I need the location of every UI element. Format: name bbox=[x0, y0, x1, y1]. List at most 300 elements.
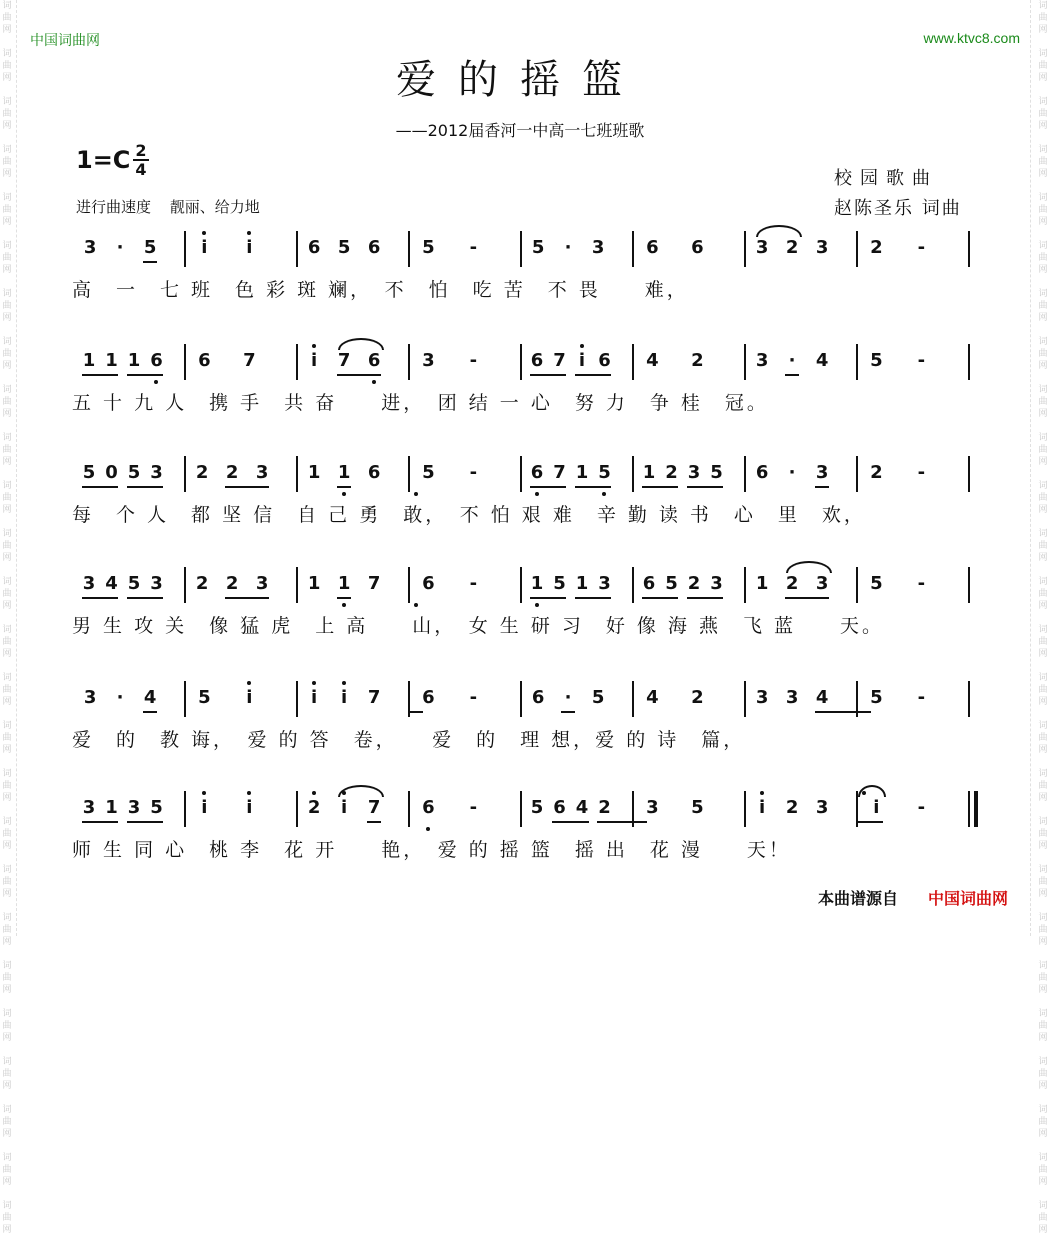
eighth-underline bbox=[575, 486, 612, 488]
side-watermark-gap bbox=[6, 228, 9, 240]
eighth-underline bbox=[642, 597, 679, 599]
side-watermark-gap bbox=[1042, 804, 1045, 816]
eighth-underline bbox=[597, 821, 647, 823]
key-label: 1=C bbox=[76, 146, 131, 174]
side-watermark-char: 网 bbox=[1038, 457, 1048, 467]
bar-line bbox=[856, 456, 858, 492]
jianpu-note: 1 bbox=[642, 462, 656, 483]
side-watermark-gap bbox=[1042, 948, 1045, 960]
jianpu-note: 1 bbox=[530, 573, 544, 594]
side-watermark-char: 词 bbox=[2, 481, 12, 491]
side-watermark-gap bbox=[6, 756, 9, 768]
side-watermark-char: 词 bbox=[2, 337, 12, 347]
side-watermark-gap bbox=[6, 660, 9, 672]
bar-line bbox=[408, 567, 410, 603]
side-watermark-gap bbox=[6, 564, 9, 576]
tempo-marking bbox=[76, 196, 260, 217]
jianpu-note: 1 bbox=[575, 462, 589, 483]
side-watermark-char: 词 bbox=[1038, 721, 1048, 731]
side-watermark-char: 曲 bbox=[1038, 109, 1048, 119]
side-watermark-char: 词 bbox=[2, 865, 12, 875]
lyric-line: 爱 的 教 诲， 爱 的 答 卷， 爱 的 理 想，爱 的 诗 篇， bbox=[72, 729, 746, 751]
side-watermark-gap bbox=[1042, 228, 1045, 240]
dash-extension: - bbox=[469, 350, 478, 371]
bar-line bbox=[632, 344, 634, 380]
eighth-underline bbox=[687, 597, 724, 599]
dash-extension: - bbox=[469, 573, 478, 594]
eighth-underline bbox=[82, 597, 119, 599]
side-watermark-char: 网 bbox=[1038, 697, 1048, 707]
tempo-speed: 进行曲速度 bbox=[76, 198, 152, 216]
side-watermark-char: 曲 bbox=[1038, 1021, 1048, 1031]
jianpu-note: 2 bbox=[691, 350, 704, 371]
jianpu-note: i bbox=[311, 687, 318, 708]
side-watermark-char: 词 bbox=[2, 49, 12, 59]
jianpu-note: 7 bbox=[367, 687, 381, 708]
eighth-underline bbox=[143, 261, 157, 263]
side-watermark-gap bbox=[1042, 1188, 1045, 1200]
jianpu-note: 2 bbox=[687, 573, 701, 594]
side-watermark-char: 曲 bbox=[2, 973, 12, 983]
jianpu-note: 5 bbox=[337, 237, 351, 258]
dash-extension: - bbox=[917, 797, 926, 818]
side-watermark-char: 词 bbox=[2, 769, 12, 779]
side-watermark-gap bbox=[6, 1140, 9, 1152]
side-watermark-char: 词 bbox=[1038, 1201, 1048, 1211]
eighth-underline bbox=[82, 821, 119, 823]
side-watermark-char: 词 bbox=[2, 1057, 12, 1067]
side-watermark-char: 网 bbox=[1038, 601, 1048, 611]
side-watermark-char: 词 bbox=[2, 529, 12, 539]
bar-line bbox=[520, 456, 522, 492]
time-signature-bottom: 4 bbox=[135, 160, 147, 179]
low-octave-dot bbox=[535, 492, 539, 496]
side-watermark-char: 网 bbox=[1038, 985, 1048, 995]
tempo-mood: 靓丽、给力地 bbox=[169, 198, 260, 216]
side-watermark-gap bbox=[6, 1188, 9, 1200]
side-watermark-char: 网 bbox=[2, 169, 12, 179]
eighth-underline bbox=[409, 711, 423, 713]
eighth-underline bbox=[785, 374, 799, 376]
high-octave-dot bbox=[580, 344, 584, 348]
bar-line bbox=[744, 791, 746, 827]
side-watermark-gap bbox=[1042, 1140, 1045, 1152]
jianpu-note: 5 bbox=[691, 797, 704, 818]
high-octave-dot bbox=[312, 681, 316, 685]
slur-arc bbox=[338, 338, 384, 350]
side-watermark-char: 网 bbox=[1038, 25, 1048, 35]
eighth-underline bbox=[575, 374, 612, 376]
side-watermark-gap bbox=[6, 420, 9, 432]
bar-line bbox=[744, 344, 746, 380]
side-watermark-char: 曲 bbox=[2, 1021, 12, 1031]
side-watermark-char: 曲 bbox=[1038, 1069, 1048, 1079]
jianpu-note: 1 bbox=[755, 573, 769, 594]
bar-line bbox=[184, 344, 186, 380]
low-octave-dot bbox=[372, 380, 376, 384]
side-watermark-gap bbox=[1042, 1236, 1045, 1248]
side-watermark-char: 曲 bbox=[2, 925, 12, 935]
side-watermark-char: 词 bbox=[1038, 673, 1048, 683]
low-octave-dot bbox=[414, 603, 418, 607]
eighth-underline bbox=[815, 711, 871, 713]
jianpu-note: 1 bbox=[307, 573, 321, 594]
jianpu-note: 4 bbox=[646, 687, 659, 708]
side-watermark-char: 词 bbox=[1038, 241, 1048, 251]
side-watermark-char: 词 bbox=[1038, 337, 1048, 347]
side-watermark-char: 曲 bbox=[1038, 253, 1048, 263]
bar-line bbox=[296, 567, 298, 603]
side-watermark-char: 网 bbox=[2, 1129, 12, 1139]
side-watermark-gap bbox=[1042, 612, 1045, 624]
jianpu-note: 7 bbox=[553, 462, 566, 483]
side-watermark-char: 网 bbox=[1038, 73, 1048, 83]
jianpu-note: 3 bbox=[255, 573, 269, 594]
bar-line bbox=[744, 456, 746, 492]
slur-arc bbox=[786, 561, 832, 573]
side-watermark-char: 词 bbox=[2, 145, 12, 155]
side-watermark-char: 词 bbox=[1038, 145, 1048, 155]
footer-source-label: 本曲谱源自 bbox=[818, 889, 899, 908]
jianpu-note: 3 bbox=[710, 573, 723, 594]
side-watermark-char: 曲 bbox=[1038, 781, 1048, 791]
side-watermark-char: 词 bbox=[1038, 1057, 1048, 1067]
side-watermark-gap bbox=[1042, 420, 1045, 432]
side-watermark-char: 词 bbox=[1038, 1105, 1048, 1115]
jianpu-note: i bbox=[201, 237, 208, 258]
low-octave-dot bbox=[602, 492, 606, 496]
jianpu-note: 2 bbox=[665, 462, 678, 483]
jianpu-note: 3 bbox=[255, 462, 269, 483]
side-watermark-gap bbox=[1042, 372, 1045, 384]
dotted-note-mark: · bbox=[564, 237, 572, 258]
jianpu-note: 5 bbox=[82, 462, 96, 483]
bar-line bbox=[744, 231, 746, 267]
jianpu-note: 5 bbox=[591, 687, 605, 708]
side-watermark-char: 词 bbox=[1038, 481, 1048, 491]
jianpu-note: 2 bbox=[225, 462, 239, 483]
side-watermark-char: 网 bbox=[2, 1081, 12, 1091]
footer-brand[interactable]: 中国词曲网 bbox=[928, 889, 1009, 908]
side-watermark-char: 网 bbox=[2, 553, 12, 563]
jianpu-note: 5 bbox=[530, 797, 544, 818]
jianpu-note: 2 bbox=[785, 573, 799, 594]
jianpu-note: 2 bbox=[307, 797, 321, 818]
jianpu-note: 5 bbox=[710, 462, 723, 483]
slur-arc bbox=[338, 785, 384, 797]
jianpu-note: 0 bbox=[105, 462, 118, 483]
side-watermark-char: 词 bbox=[1038, 913, 1048, 923]
jianpu-note: 6 bbox=[646, 237, 659, 258]
side-watermark-gap bbox=[6, 996, 9, 1008]
song-subtitle: ——2012届香河一中高一七班班歌 bbox=[395, 121, 645, 140]
jianpu-note: 3 bbox=[815, 237, 829, 258]
jianpu-note: 6 bbox=[642, 573, 656, 594]
jianpu-note: 6 bbox=[530, 350, 544, 371]
side-watermark-char: 曲 bbox=[2, 301, 12, 311]
jianpu-note: 6 bbox=[367, 237, 381, 258]
jianpu-note: 2 bbox=[785, 237, 799, 258]
watermark-site-name[interactable]: 中国词曲网 bbox=[30, 33, 100, 49]
side-watermark-char: 词 bbox=[2, 625, 12, 635]
side-watermark-gap bbox=[1042, 1092, 1045, 1104]
side-watermark-char: 词 bbox=[1038, 625, 1048, 635]
side-watermark-char: 网 bbox=[2, 217, 12, 227]
jianpu-note: 6 bbox=[422, 797, 435, 818]
side-watermark-char: 网 bbox=[2, 73, 12, 83]
side-watermark-char: 曲 bbox=[2, 637, 12, 647]
side-watermark-char: 网 bbox=[1038, 1081, 1048, 1091]
jianpu-note: 5 bbox=[198, 687, 211, 708]
bar-line bbox=[856, 231, 858, 267]
side-watermark-char: 网 bbox=[2, 505, 12, 515]
jianpu-note: 3 bbox=[83, 687, 97, 708]
side-watermark-gap bbox=[1042, 900, 1045, 912]
jianpu-note: 3 bbox=[646, 797, 659, 818]
jianpu-note: 7 bbox=[337, 350, 351, 371]
side-watermark-char: 网 bbox=[1038, 1033, 1048, 1043]
jianpu-note: 5 bbox=[150, 797, 163, 818]
jianpu-note: 2 bbox=[870, 237, 883, 258]
eighth-underline bbox=[225, 486, 269, 488]
side-watermark-gap bbox=[1042, 132, 1045, 144]
side-watermark-char: 曲 bbox=[1038, 1213, 1048, 1223]
side-watermark-gap bbox=[6, 372, 9, 384]
low-octave-dot bbox=[342, 603, 346, 607]
bar-line bbox=[408, 344, 410, 380]
jianpu-note: 2 bbox=[195, 573, 209, 594]
side-watermark-char: 网 bbox=[2, 409, 12, 419]
side-watermark-char: 曲 bbox=[2, 541, 12, 551]
jianpu-note: 5 bbox=[422, 237, 435, 258]
jianpu-note: 4 bbox=[815, 687, 829, 708]
jianpu-note: 3 bbox=[83, 237, 97, 258]
bar-line bbox=[296, 681, 298, 717]
side-watermark-char: 曲 bbox=[1038, 541, 1048, 551]
side-watermark-char: 词 bbox=[2, 385, 12, 395]
side-watermark-char: 曲 bbox=[1038, 445, 1048, 455]
lyric-line: 师 生 同 心 桃 李 花 开 艳， 爱 的 摇 篮 摇 出 花 漫 天！ bbox=[72, 839, 791, 861]
bar-line bbox=[296, 791, 298, 827]
jianpu-note: i bbox=[311, 350, 318, 371]
side-watermark-char: 曲 bbox=[2, 1069, 12, 1079]
jianpu-note: i bbox=[759, 797, 766, 818]
dash-extension: - bbox=[917, 237, 926, 258]
eighth-underline bbox=[552, 821, 589, 823]
side-watermark-char: 词 bbox=[1038, 1, 1048, 11]
side-watermark-char: 网 bbox=[1038, 505, 1048, 515]
side-watermark-char: 词 bbox=[1038, 961, 1048, 971]
side-watermark-char: 曲 bbox=[2, 781, 12, 791]
side-watermark-char: 网 bbox=[1038, 745, 1048, 755]
side-watermark-char: 词 bbox=[2, 961, 12, 971]
side-watermark-char: 网 bbox=[1038, 841, 1048, 851]
side-watermark-char: 曲 bbox=[2, 1117, 12, 1127]
side-watermark-char: 网 bbox=[2, 937, 12, 947]
dotted-note-mark: · bbox=[116, 687, 124, 708]
side-watermark-char: 网 bbox=[2, 1177, 12, 1187]
side-watermark-char: 网 bbox=[1038, 361, 1048, 371]
jianpu-note: 3 bbox=[127, 797, 141, 818]
eighth-underline bbox=[225, 597, 269, 599]
jianpu-note: 6 bbox=[755, 462, 769, 483]
jianpu-note: 2 bbox=[785, 797, 799, 818]
bar-line bbox=[296, 456, 298, 492]
jianpu-note: 5 bbox=[143, 237, 157, 258]
side-watermark-char: 词 bbox=[2, 1009, 12, 1019]
low-octave-dot bbox=[342, 492, 346, 496]
slur-arc bbox=[756, 225, 802, 237]
eighth-underline bbox=[575, 597, 612, 599]
side-watermark-char: 词 bbox=[1038, 433, 1048, 443]
side-watermark-gap bbox=[1042, 324, 1045, 336]
bar-line bbox=[296, 344, 298, 380]
jianpu-note: 3 bbox=[687, 462, 701, 483]
side-watermark-char: 网 bbox=[2, 265, 12, 275]
side-watermark-char: 曲 bbox=[2, 877, 12, 887]
eighth-underline bbox=[530, 486, 567, 488]
side-watermark-char: 曲 bbox=[2, 493, 12, 503]
jianpu-note: 6 bbox=[422, 687, 435, 708]
side-watermark-gap bbox=[1042, 468, 1045, 480]
side-watermark-char: 曲 bbox=[2, 733, 12, 743]
jianpu-note: 7 bbox=[553, 350, 566, 371]
bar-line bbox=[184, 791, 186, 827]
jianpu-note: 3 bbox=[755, 237, 769, 258]
bar-line bbox=[744, 681, 746, 717]
side-watermark-char: 词 bbox=[2, 1105, 12, 1115]
side-watermark-char: 曲 bbox=[2, 397, 12, 407]
side-watermark-char: 网 bbox=[1038, 265, 1048, 275]
side-watermark-char: 词 bbox=[2, 241, 12, 251]
eighth-underline bbox=[530, 374, 567, 376]
side-watermark-char: 词 bbox=[2, 289, 12, 299]
eighth-underline bbox=[127, 821, 164, 823]
jianpu-note: 3 bbox=[150, 462, 163, 483]
side-watermark-char: 曲 bbox=[1038, 205, 1048, 215]
bar-line bbox=[856, 344, 858, 380]
jianpu-note: 5 bbox=[870, 350, 883, 371]
jianpu-note: 1 bbox=[337, 573, 351, 594]
side-watermark-char: 网 bbox=[1038, 553, 1048, 563]
side-watermark-char: 词 bbox=[1038, 529, 1048, 539]
side-watermark-gap bbox=[6, 36, 9, 48]
jianpu-note: 3 bbox=[591, 237, 605, 258]
side-watermark-char: 网 bbox=[2, 985, 12, 995]
lyric-line: 每 个 人 都 坚 信 自 己 勇 敢， 不 怕 艰 难 辛 勤 读 书 心 里 欢， bbox=[72, 504, 866, 526]
final-bar-line bbox=[974, 791, 978, 827]
jianpu-note: 4 bbox=[143, 687, 157, 708]
jianpu-note: i bbox=[341, 797, 348, 818]
jianpu-note: 5 bbox=[598, 462, 611, 483]
slur-arc bbox=[858, 785, 886, 797]
dash-extension: - bbox=[469, 462, 478, 483]
dash-extension: - bbox=[917, 687, 926, 708]
jianpu-note: 5 bbox=[870, 573, 883, 594]
song-credit: 赵陈圣乐 词曲 bbox=[834, 198, 962, 219]
side-watermark-char: 词 bbox=[2, 577, 12, 587]
side-watermark-char: 网 bbox=[2, 745, 12, 755]
side-watermark-char: 网 bbox=[1038, 409, 1048, 419]
side-watermark-char: 曲 bbox=[1038, 637, 1048, 647]
side-watermark-char: 网 bbox=[2, 841, 12, 851]
jianpu-note: 4 bbox=[575, 797, 589, 818]
eighth-underline bbox=[143, 711, 157, 713]
side-watermark-char: 词 bbox=[1038, 1009, 1048, 1019]
watermark-site-url[interactable]: www.ktvc8.com bbox=[923, 30, 1020, 46]
jianpu-note: 6 bbox=[553, 797, 566, 818]
high-octave-dot bbox=[312, 791, 316, 795]
dotted-note-mark: · bbox=[564, 687, 572, 708]
jianpu-note: 2 bbox=[691, 687, 704, 708]
high-octave-dot bbox=[247, 681, 251, 685]
side-watermark-char: 网 bbox=[2, 457, 12, 467]
side-watermark-char: 曲 bbox=[2, 205, 12, 215]
jianpu-note: 1 bbox=[307, 462, 321, 483]
side-watermark-gap bbox=[1042, 852, 1045, 864]
side-watermark-gap bbox=[6, 612, 9, 624]
jianpu-note: 5 bbox=[127, 573, 141, 594]
high-octave-dot bbox=[202, 231, 206, 235]
jianpu-note: 1 bbox=[105, 797, 118, 818]
side-watermark-char: 词 bbox=[1038, 577, 1048, 587]
side-watermark-char: 网 bbox=[1038, 169, 1048, 179]
side-watermark-char: 曲 bbox=[1038, 685, 1048, 695]
bar-line bbox=[520, 231, 522, 267]
eighth-underline bbox=[530, 597, 567, 599]
side-watermark-char: 网 bbox=[1038, 937, 1048, 947]
jianpu-note: 6 bbox=[531, 687, 545, 708]
eighth-underline bbox=[687, 486, 724, 488]
side-watermark-char: 曲 bbox=[1038, 973, 1048, 983]
low-octave-dot bbox=[414, 492, 418, 496]
side-watermark-char: 词 bbox=[1038, 97, 1048, 107]
side-watermark-char: 词 bbox=[2, 193, 12, 203]
bar-line bbox=[968, 231, 970, 267]
bar-line bbox=[296, 231, 298, 267]
bar-line bbox=[632, 231, 634, 267]
side-watermark-char: 曲 bbox=[1038, 301, 1048, 311]
side-watermark-gap bbox=[6, 1044, 9, 1056]
bar-line bbox=[856, 567, 858, 603]
lyric-line: 五 十 九 人 携 手 共 奋 进， 团 结 一 心 努 力 争 桂 冠。 bbox=[72, 392, 769, 414]
jianpu-note: 1 bbox=[575, 573, 589, 594]
side-watermark-gap bbox=[1042, 180, 1045, 192]
side-watermark-char: 曲 bbox=[2, 61, 12, 71]
side-watermark-char: 曲 bbox=[1038, 877, 1048, 887]
side-watermark-char: 网 bbox=[2, 313, 12, 323]
jianpu-note: 3 bbox=[755, 687, 769, 708]
jianpu-note: 5 bbox=[422, 462, 435, 483]
jianpu-note: 6 bbox=[367, 462, 381, 483]
side-watermark-char: 曲 bbox=[1038, 157, 1048, 167]
jianpu-note: 4 bbox=[105, 573, 118, 594]
side-watermark-char: 词 bbox=[2, 1, 12, 11]
side-watermark-char: 词 bbox=[1038, 865, 1048, 875]
eighth-underline bbox=[337, 374, 381, 376]
dash-extension: - bbox=[917, 573, 926, 594]
eighth-underline bbox=[642, 486, 679, 488]
eighth-underline bbox=[857, 821, 883, 823]
jianpu-note: 3 bbox=[150, 573, 163, 594]
bar-line bbox=[184, 231, 186, 267]
jianpu-note: 3 bbox=[785, 687, 799, 708]
side-watermark-gap bbox=[6, 180, 9, 192]
time-signature bbox=[133, 142, 148, 178]
side-watermark-char: 词 bbox=[1038, 385, 1048, 395]
jianpu-note: 3 bbox=[755, 350, 769, 371]
bar-line bbox=[632, 567, 634, 603]
